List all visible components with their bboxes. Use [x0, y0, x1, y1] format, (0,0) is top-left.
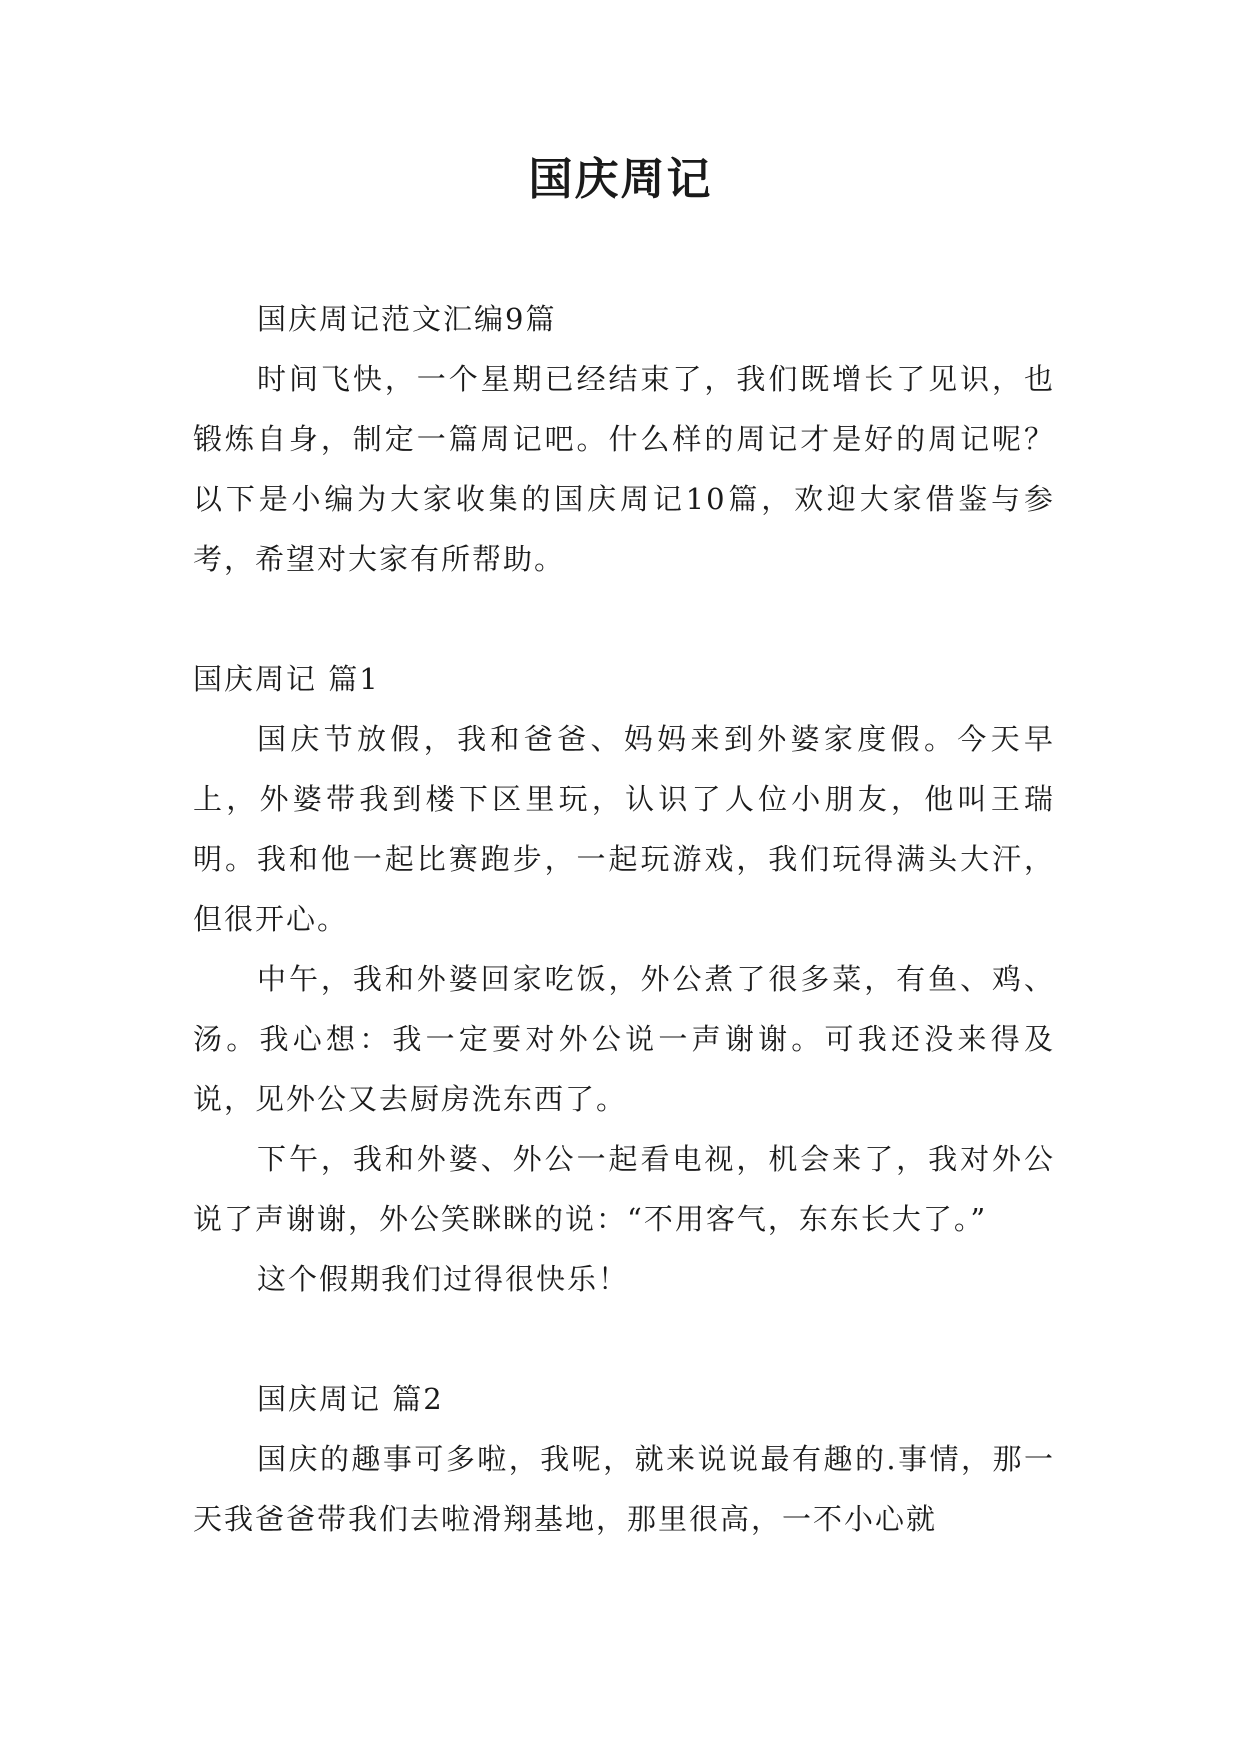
intro-paragraph: 时间飞快，一个星期已经结束了，我们既增长了见识，也锻炼自身，制定一篇周记吧。什么样的周记才是好的周记呢？以下是小编为大家收集的国庆周记10篇，欢迎大家借鉴与参考，希望对大家有所帮助。 [193, 362, 1055, 576]
section-1-heading: 国庆周记 篇1 [193, 662, 380, 696]
section-1-paragraph: 中午，我和外婆回家吃饭，外公煮了很多菜，有鱼、鸡、汤。我心想：我一定要对外公说一声谢谢。可我还没来得及说，见外公又去厨房洗东西了。 [193, 962, 1055, 1116]
section-1-paragraph: 这个假期我们过得很快乐！ [257, 1262, 630, 1296]
document-subtitle: 国庆周记范文汇编9篇 [257, 302, 557, 336]
document-title: 国庆周记 [528, 154, 713, 205]
section-2-paragraph: 国庆的趣事可多啦，我呢，就来说说最有趣的.事情，那一天我爸爸带我们去啦滑翔基地，那里很高，一不小心就 [193, 1442, 1055, 1536]
section-2-heading: 国庆周记 篇2 [257, 1382, 444, 1416]
section-gap [193, 589, 1055, 649]
document-body [193, 289, 1055, 1549]
section-1-paragraph: 下午，我和外婆、外公一起看电视，机会来了，我对外公说了声谢谢，外公笑眯眯的说：“不用客气，东东长大了。” [193, 1142, 1055, 1236]
section-gap [193, 1309, 1055, 1369]
section-1-paragraph: 国庆节放假，我和爸爸、妈妈来到外婆家度假。今天早上，外婆带我到楼下区里玩，认识了人位小朋友，他叫王瑞明。我和他一起比赛跑步，一起玩游戏，我们玩得满头大汗，但很开心。 [193, 722, 1055, 936]
